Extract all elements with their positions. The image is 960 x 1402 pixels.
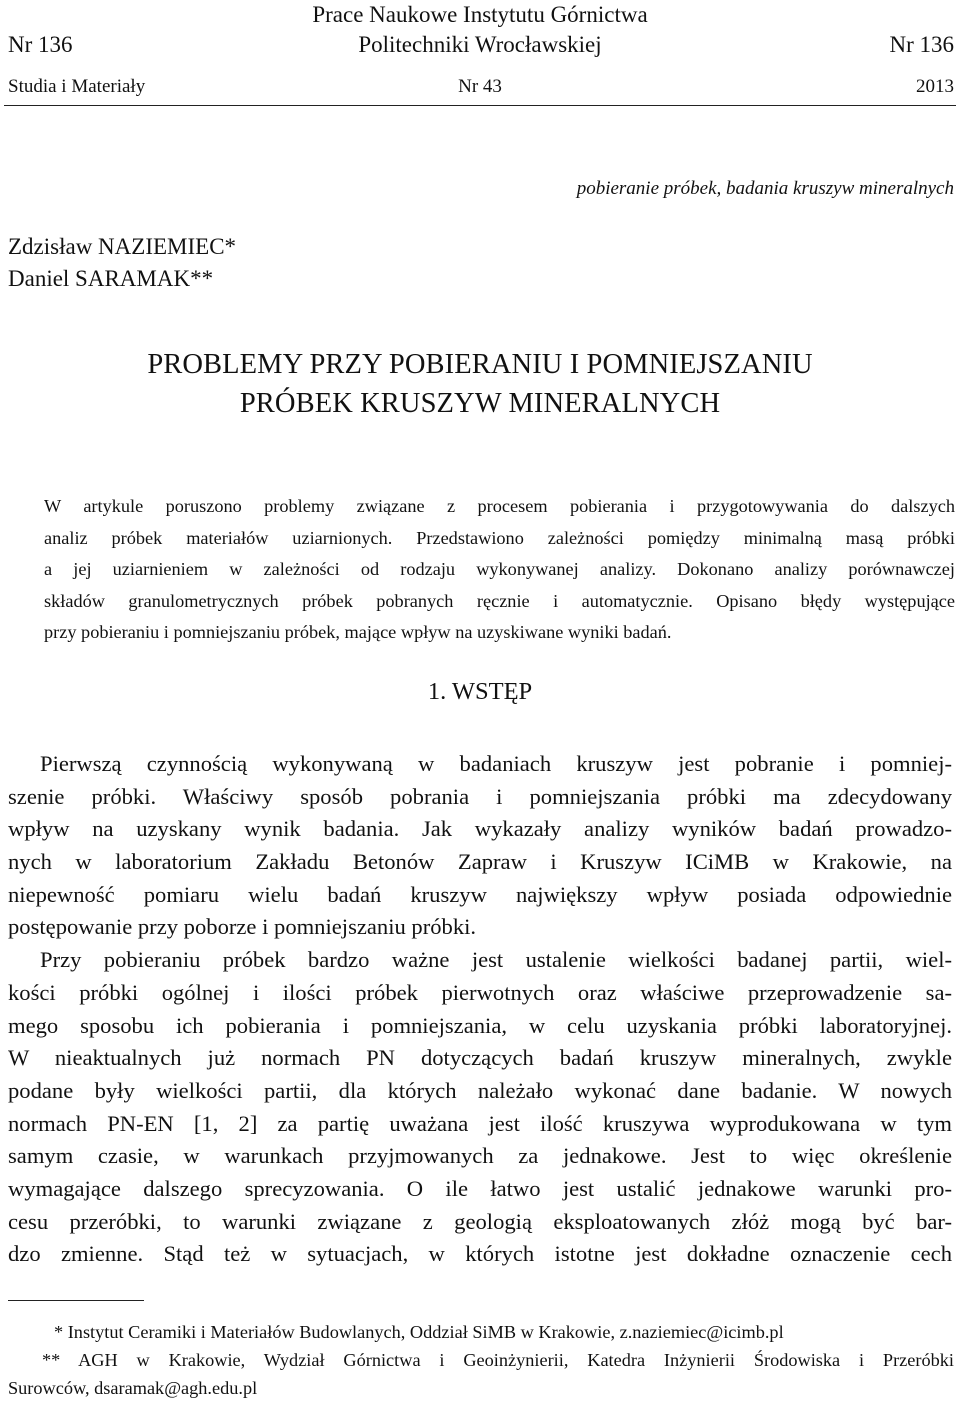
body-line: nych w laboratorium Zakładu Betonów Zapraw i Kruszyw ICiMB w Krakowie, na	[8, 849, 952, 875]
publication-year: 2013	[916, 76, 954, 97]
body-line: postępowanie przy poborze i pomniejszaniu próbki.	[8, 914, 477, 940]
body-line: podane były wielkości partii, dla których należało wykonać dane badanie. W nowych	[8, 1077, 952, 1103]
series-name: Studia i Materiały	[8, 76, 146, 97]
body-text	[8, 748, 952, 1271]
body-line: niepewność pomiaru wielu badań kruszyw największy wpływ posiada odpowiednie	[8, 881, 952, 907]
journal-title-line1: Prace Naukowe Instytutu Górnictwa	[312, 2, 648, 27]
abstract-line: a jej uziarnieniem w zależności od rodzaju wykonywanej analizy. Dokonano analizy porównawczej	[44, 559, 955, 579]
journal-title-line2: Politechniki Wrocławskiej	[358, 32, 602, 57]
abstract-line: analiz próbek materiałów uziarnionych. Przedstawiono zależności pomiędzy minimalną masą próbki	[44, 527, 955, 548]
header-rule	[4, 105, 956, 106]
abstract-line: W artykule poruszono problemy związane z procesem pobierania i przygotowywania do dalszych	[44, 496, 955, 516]
body-line: szenie próbki. Właściwy sposób pobrania i pomniejszania próbki ma zdecydowany	[8, 783, 952, 809]
body-line: kości próbki ogólnej i ilości próbek pierwotnych oraz właściwe przeprowadzenie sa-	[8, 979, 952, 1005]
abstract	[44, 491, 955, 649]
body-line: Pierwszą czynnością wykonywaną w badaniach kruszyw jest pobranie i pomniej-	[40, 751, 952, 776]
body-line: wymagające dalszego sprecyzowania. O ile łatwo jest ustalić jednakowe warunki pro-	[8, 1175, 952, 1201]
author-2: Daniel SARAMAK**	[8, 266, 214, 291]
body-line: normach PN-EN [1, 2] za partię uważana jest ilość kruszywa wyprodukowana w tym	[8, 1110, 952, 1136]
footnote-2-continued: Surowców, dsaramak@agh.edu.pl	[8, 1378, 258, 1398]
series-number: Nr 43	[458, 76, 502, 97]
issue-number-left: Nr 136	[8, 32, 73, 57]
abstract-line: przy pobieraniu i pomniejszaniu próbek, mające wpływ na uzyskiwane wyniki badań.	[44, 622, 672, 642]
author-list	[8, 231, 236, 295]
body-line: wpływ na uzyskany wynik badania. Jak wykazały analizy wyników badań prowadzo-	[8, 816, 952, 842]
footnote-rule	[8, 1300, 144, 1301]
body-line: W nieaktualnych już normach PN dotyczących badań kruszyw mineralnych, zwykle	[8, 1045, 952, 1071]
article-title	[0, 345, 960, 423]
footnote-2: ** AGH w Krakowie, Wydział Górnictwa i Geoinżynierii, Katedra Inżynierii Środowiska i Przeróbki	[42, 1350, 954, 1370]
body-line: Przy pobieraniu próbek bardzo ważne jest ustalenie wielkości badanej partii, wiel-	[40, 947, 952, 973]
keywords: pobieranie próbek, badania kruszyw mineralnych	[576, 178, 954, 199]
title-line-2: PRÓBEK KRUSZYW MINERALNYCH	[239, 388, 721, 419]
body-line: dzo zmienne. Stąd też w sytuacjach, w których istotne jest dokładne oznaczenie cech	[8, 1241, 952, 1267]
issue-number-right: Nr 136	[889, 32, 954, 57]
body-line: samym czasie, w warunkach przyjmowanych za jednakowe. Jest to więc określenie	[8, 1143, 952, 1169]
body-line: mego sposobu ich pobierania i pomniejszania, w celu uzyskania próbki laboratoryjnej.	[8, 1012, 952, 1038]
body-line: cesu przeróbki, to warunki związane z geologią eksploatowanych złóż mogą być bar-	[8, 1208, 952, 1234]
footnotes	[8, 1318, 954, 1402]
title-line-1: PROBLEMY PRZY POBIERANIU I POMNIEJSZANIU	[147, 349, 813, 380]
section-heading: 1. WSTĘP	[427, 678, 533, 705]
footnote-1: * Instytut Ceramiki i Materiałów Budowlanych, Oddział SiMB w Krakowie, z.naziemiec@icimb.pl	[54, 1322, 784, 1342]
abstract-line: składów granulometrycznych próbek pobranych ręcznie i automatycznie. Opisano błędy występujące	[44, 590, 955, 611]
author-1: Zdzisław NAZIEMIEC*	[8, 234, 237, 259]
